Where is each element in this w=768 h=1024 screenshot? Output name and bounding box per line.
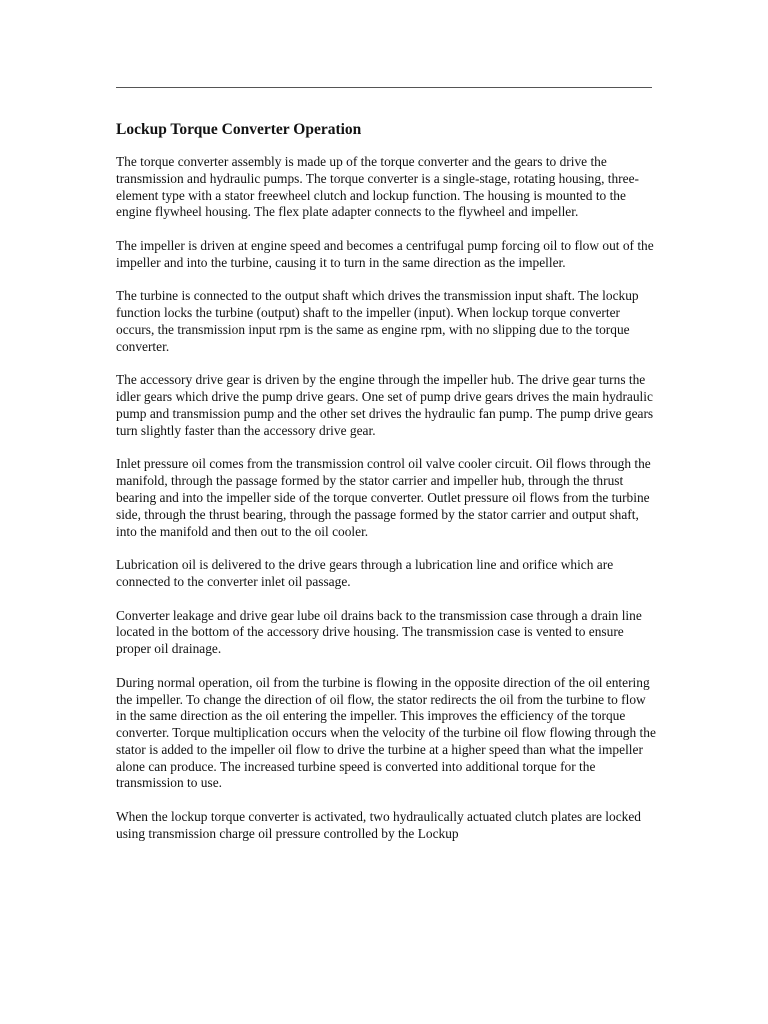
header-divider [116, 87, 652, 88]
paragraph-3: The turbine is connected to the output shaft which drives the transmission input shaft. The lockup function locks the turbine (output) shaft to the impeller (input). When lockup torque converter occurs, the transmission input rpm is the same as engine rpm, with no slipping due to the torque converter. [116, 288, 639, 354]
paragraph-9: When the lockup torque converter is activated, two hydraulically actuated clutch plates are locked using transmission charge oil pressure controlled by the Lockup [116, 809, 641, 841]
paragraph-7: Converter leakage and drive gear lube oil drains back to the transmission case through a drain line located in the bottom of the accessory drive housing. The transmission case is vented to ensure proper oil drainage. [116, 607, 642, 657]
paragraph-5: Inlet pressure oil comes from the transmission control oil valve cooler circuit. Oil flows through the manifold, through the passage formed by the stator carrier and impeller hub, through the thrust bearing and into the impeller side of the torque converter. Outlet pressure oil flows from the turbine side, through the thrust bearing, through the passage formed by the stator carrier and output shaft, into the manifold and then out to the oil cooler. [116, 456, 651, 539]
paragraph-6: Lubrication oil is delivered to the drive gears through a lubrication line and orifice which are connected to the converter inlet oil passage. [116, 557, 614, 589]
paragraph-8: During normal operation, oil from the turbine is flowing in the opposite direction of the oil entering the impeller. To change the direction of oil flow, the stator redirects the oil from the turbine to flow in the same direction as the oil entering the impeller. This improves the efficiency of the torque converter. Torque multiplication occurs when the velocity of the turbine oil flow flowing through the stator is added to the impeller oil flow to drive the turbine at a higher speed than what the impeller alone can produce. The increased turbine speed is converted into additional torque for the transmission to use. [116, 674, 656, 791]
document-body [116, 118, 656, 859]
paragraph-4: The accessory drive gear is driven by the engine through the impeller hub. The drive gear turns the idler gears which drive the pump drive gears. One set of pump drive gears drives the main hydraulic pump and transmission pump and the other set drives the hydraulic fan pump. The pump drive gears turn slightly faster than the accessory drive gear. [116, 372, 654, 438]
document-title: Lockup Torque Converter Operation [116, 121, 362, 138]
paragraph-2: The impeller is driven at engine speed and becomes a centrifugal pump forcing oil to flow out of the impeller and into the turbine, causing it to turn in the same direction as the impeller. [116, 237, 654, 270]
paragraph-1: The torque converter assembly is made up of the torque converter and the gears to drive the transmission and hydraulic pumps. The torque converter is a single-stage, rotating housing, three-element type with a stator freewheel clutch and lockup function. The housing is mounted to the engine flywheel housing. The flex plate adapter connects to the flywheel and impeller. [116, 154, 639, 220]
